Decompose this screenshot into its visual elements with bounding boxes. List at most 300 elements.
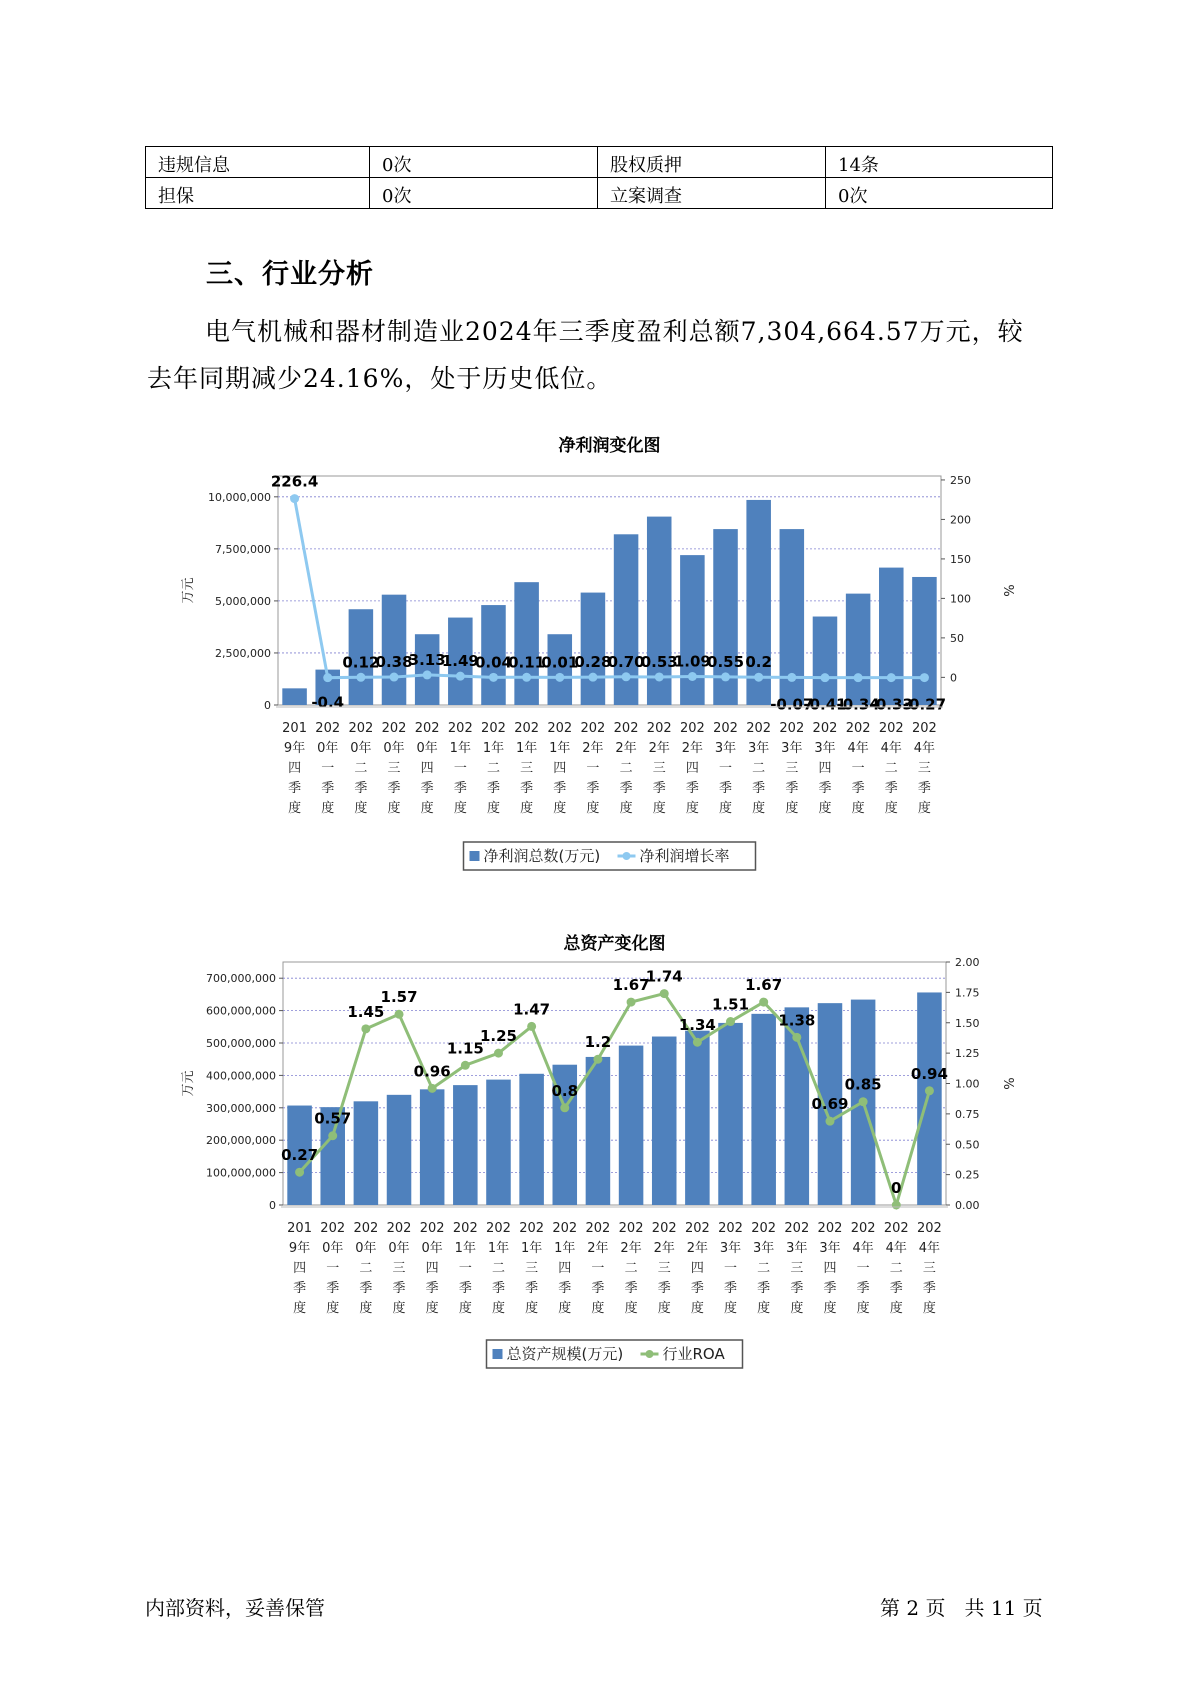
- series-point: [721, 672, 730, 681]
- x-tick-label: 1年: [449, 741, 471, 756]
- bar: [879, 568, 904, 705]
- x-tick-label: 季: [922, 1281, 936, 1296]
- data-label: 1.67: [745, 976, 783, 995]
- x-tick-label: 一: [724, 1261, 738, 1276]
- data-label: -0.27: [902, 695, 947, 714]
- data-label: 1.47: [513, 1000, 551, 1019]
- x-tick-label: 202: [552, 1221, 578, 1236]
- x-tick-label: 二: [752, 761, 766, 776]
- data-label: 0.94: [910, 1064, 948, 1083]
- x-tick-label: 0年: [416, 741, 438, 756]
- x-tick-label: 季: [453, 781, 467, 796]
- x-tick-label: 202: [878, 721, 904, 736]
- table-cell: 14条: [826, 147, 1053, 178]
- x-tick-label: 2年: [648, 741, 670, 756]
- y2-axis-title: %: [1000, 1077, 1015, 1090]
- bar: [519, 1074, 544, 1205]
- y2-tick-label: 50: [950, 631, 964, 645]
- x-tick-label: 202: [817, 1221, 843, 1236]
- x-tick-label: 季: [690, 1281, 704, 1296]
- data-label: 1.34: [678, 1016, 716, 1035]
- data-label: 1.49: [441, 652, 479, 671]
- x-tick-label: 0年: [383, 741, 405, 756]
- x-tick-label: 一: [458, 1261, 472, 1276]
- x-tick-label: 度: [685, 801, 699, 816]
- bar: [415, 634, 440, 705]
- x-tick-label: 4年: [880, 741, 902, 756]
- x-tick-label: 度: [453, 801, 467, 816]
- data-label: 1.38: [778, 1011, 816, 1030]
- x-tick-label: 度: [922, 1301, 936, 1316]
- y-tick-label: 2,500,000: [215, 646, 271, 660]
- series-point: [593, 1055, 602, 1064]
- data-label: 1.74: [645, 967, 683, 986]
- x-tick-label: 四: [420, 761, 434, 776]
- y-tick-label: 200,000,000: [206, 1134, 276, 1148]
- table-cell: 0次: [370, 147, 598, 178]
- y2-tick-label: 0.50: [955, 1138, 980, 1152]
- y-tick-label: 5,000,000: [215, 594, 271, 608]
- x-tick-label: 二: [884, 761, 898, 776]
- x-tick-label: 202: [718, 1221, 743, 1236]
- x-tick-label: 季: [823, 1281, 837, 1296]
- series-point: [588, 673, 597, 682]
- data-label: 0.96: [413, 1062, 451, 1081]
- bar: [420, 1089, 445, 1205]
- y2-tick-label: 1.00: [955, 1077, 980, 1091]
- x-tick-label: 度: [520, 801, 534, 816]
- x-tick-label: 202: [381, 721, 407, 736]
- x-tick-label: 202: [850, 1221, 876, 1236]
- x-tick-label: 三: [790, 1261, 804, 1276]
- series-point: [328, 1131, 337, 1140]
- x-tick-label: 四: [558, 1261, 572, 1276]
- data-label: 0: [891, 1179, 902, 1197]
- x-tick-label: 202: [751, 1221, 777, 1236]
- y-axis-title: 万元: [181, 1070, 196, 1097]
- x-tick-label: 二: [359, 1261, 373, 1276]
- y-tick-label: 7,500,000: [215, 542, 271, 556]
- series-point: [428, 1084, 437, 1093]
- x-tick-label: 二: [486, 761, 500, 776]
- x-tick-label: 二: [889, 1261, 903, 1276]
- bar: [912, 577, 937, 705]
- series-point: [792, 1033, 801, 1042]
- x-tick-label: 2年: [582, 741, 604, 756]
- x-tick-label: 202: [746, 721, 772, 736]
- x-tick-label: 四: [690, 1261, 704, 1276]
- bar: [486, 1080, 511, 1205]
- x-tick-label: 季: [624, 1281, 638, 1296]
- x-tick-label: 度: [425, 1301, 439, 1316]
- data-label: 226.4: [270, 472, 319, 491]
- x-tick-label: 度: [326, 1301, 340, 1316]
- data-label: 1.25: [479, 1027, 517, 1046]
- y2-tick-label: 0.75: [955, 1107, 980, 1121]
- data-label: -0.41: [803, 695, 847, 714]
- series-point: [825, 1117, 834, 1126]
- data-label: 0.12: [342, 653, 380, 672]
- x-tick-label: 四: [685, 761, 699, 776]
- x-tick-label: 四: [425, 1261, 439, 1276]
- x-tick-label: 202: [845, 721, 871, 736]
- bar: [718, 1023, 743, 1205]
- y2-tick-label: 150: [950, 552, 971, 566]
- x-tick-label: 202: [315, 721, 341, 736]
- data-label: 1.51: [712, 995, 750, 1014]
- x-tick-label: 202: [452, 1221, 478, 1236]
- x-tick-label: 度: [553, 801, 567, 816]
- x-tick-label: 度: [288, 801, 302, 816]
- data-label: 0.53: [640, 652, 678, 671]
- data-label: 1.57: [380, 988, 418, 1007]
- series-point: [660, 989, 669, 998]
- x-tick-label: 3年: [719, 1241, 742, 1256]
- y2-tick-label: 1.25: [955, 1047, 980, 1061]
- y2-tick-label: 1.50: [955, 1016, 980, 1030]
- x-tick-label: 202: [486, 1221, 511, 1236]
- series-point: [522, 673, 531, 682]
- y2-axis-title: %: [1000, 584, 1015, 597]
- series-point: [390, 673, 399, 682]
- x-tick-label: 3年: [781, 741, 803, 756]
- x-tick-label: 度: [757, 1301, 771, 1316]
- series-point: [627, 998, 636, 1007]
- x-tick-label: 202: [519, 1221, 545, 1236]
- x-tick-label: 度: [823, 1301, 837, 1316]
- legend-label: 行业ROA: [662, 1345, 725, 1363]
- x-tick-label: 3年: [819, 1241, 841, 1256]
- total-assets-chart: [0, 925, 1191, 1385]
- x-tick-label: 三: [657, 1261, 671, 1276]
- x-tick-label: 4年: [885, 1241, 907, 1256]
- data-label: 0.11: [508, 653, 546, 672]
- bar: [846, 594, 871, 705]
- x-tick-label: 202: [320, 1221, 346, 1236]
- x-tick-label: 季: [387, 781, 401, 796]
- x-tick-label: 三: [525, 1261, 539, 1276]
- series-point: [726, 1017, 735, 1026]
- bar: [586, 1057, 611, 1205]
- x-tick-label: 度: [719, 801, 733, 816]
- x-tick-label: 季: [884, 781, 898, 796]
- x-tick-label: 202: [812, 721, 838, 736]
- series-point: [323, 673, 332, 682]
- table-cell: 0次: [370, 178, 598, 209]
- x-tick-label: 三: [922, 1261, 936, 1276]
- x-tick-label: 二: [491, 1261, 505, 1276]
- x-tick-label: 度: [790, 1301, 804, 1316]
- x-tick-label: 2年: [653, 1241, 675, 1256]
- x-tick-label: 季: [724, 1281, 738, 1296]
- x-tick-label: 201: [282, 721, 307, 736]
- series-point: [622, 672, 631, 681]
- x-tick-label: 季: [889, 1281, 903, 1296]
- bar: [813, 617, 838, 705]
- x-tick-label: 度: [652, 801, 666, 816]
- legend-swatch-point: [623, 852, 631, 860]
- y-tick-label: 500,000,000: [206, 1037, 276, 1050]
- x-tick-label: 9年: [288, 1241, 311, 1256]
- x-tick-label: 度: [917, 801, 931, 816]
- x-tick-label: 季: [719, 781, 733, 796]
- series-point: [290, 494, 299, 503]
- bar: [751, 1014, 776, 1205]
- x-tick-label: 3年: [814, 741, 836, 756]
- bar: [680, 555, 705, 705]
- x-tick-label: 0年: [322, 1241, 344, 1256]
- table-cell: 股权质押: [598, 147, 826, 178]
- x-tick-label: 季: [553, 781, 567, 796]
- legend-swatch-bar: [493, 1349, 503, 1359]
- x-tick-label: 季: [757, 1281, 771, 1296]
- table-cell: 担保: [146, 178, 370, 209]
- series-point: [854, 673, 863, 682]
- x-tick-label: 季: [359, 1281, 373, 1296]
- x-tick-label: 季: [856, 1281, 870, 1296]
- bar: [514, 582, 539, 705]
- x-tick-label: 度: [856, 1301, 870, 1316]
- x-tick-label: 度: [818, 801, 832, 816]
- x-tick-label: 季: [293, 1281, 307, 1296]
- bar: [917, 992, 942, 1205]
- y2-tick-label: 2.00: [955, 956, 980, 969]
- data-label: 0.70: [607, 652, 645, 671]
- net-profit-chart-svg: [0, 425, 1191, 885]
- x-tick-label: 2年: [615, 741, 637, 756]
- data-label: 0.55: [707, 652, 745, 671]
- x-tick-label: 1年: [549, 741, 571, 756]
- series-point: [361, 1024, 370, 1033]
- x-tick-label: 1年: [454, 1241, 476, 1256]
- y-tick-label: 0: [269, 1199, 276, 1212]
- x-tick-label: 2年: [681, 741, 704, 756]
- x-tick-label: 202: [613, 721, 639, 736]
- series-point: [693, 1038, 702, 1047]
- x-tick-label: 三: [652, 761, 666, 776]
- x-tick-label: 度: [392, 1301, 406, 1316]
- x-tick-label: 202: [585, 1221, 611, 1236]
- x-tick-label: 一: [856, 1261, 870, 1276]
- x-tick-label: 度: [785, 801, 799, 816]
- x-tick-label: 202: [514, 721, 540, 736]
- x-tick-label: 季: [420, 781, 434, 796]
- y-tick-label: 100,000,000: [206, 1166, 276, 1180]
- x-tick-label: 季: [752, 781, 766, 796]
- data-label: 3.13: [408, 650, 446, 669]
- x-tick-label: 一: [453, 761, 467, 776]
- x-tick-label: 三: [785, 761, 799, 776]
- x-tick-label: 度: [293, 1301, 307, 1316]
- series-point: [655, 672, 664, 681]
- table-cell: 违规信息: [146, 147, 370, 178]
- series-point: [489, 673, 498, 682]
- legend-label: 净利润总数(万元): [483, 847, 601, 865]
- x-tick-label: 度: [354, 801, 368, 816]
- x-tick-label: 季: [685, 781, 699, 796]
- bar: [652, 1037, 677, 1205]
- x-tick-label: 季: [851, 781, 865, 796]
- info-table: [145, 146, 1053, 209]
- data-label: 0.2: [745, 653, 772, 672]
- series-point: [688, 672, 697, 681]
- series-point: [920, 673, 929, 682]
- y2-tick-label: 250: [950, 473, 971, 487]
- data-label: 0.04: [474, 653, 512, 672]
- x-tick-label: 202: [912, 721, 937, 736]
- series-point: [820, 673, 829, 682]
- bar: [354, 1101, 379, 1205]
- bar: [282, 688, 307, 705]
- x-tick-label: 202: [779, 721, 805, 736]
- x-tick-label: 季: [491, 1281, 505, 1296]
- x-tick-label: 202: [348, 721, 374, 736]
- x-tick-label: 202: [353, 1221, 379, 1236]
- data-label: 0.28: [574, 653, 612, 672]
- x-tick-label: 度: [851, 801, 865, 816]
- x-tick-label: 季: [458, 1281, 472, 1296]
- table-row: [146, 178, 1053, 209]
- x-tick-label: 季: [785, 781, 799, 796]
- y2-tick-label: 100: [950, 592, 971, 606]
- y-tick-label: 700,000,000: [206, 972, 276, 986]
- legend-swatch-bar: [470, 851, 480, 861]
- x-tick-label: 4年: [918, 1241, 941, 1256]
- x-tick-label: 二: [624, 1261, 638, 1276]
- x-tick-label: 202: [580, 721, 606, 736]
- series-point: [925, 1086, 934, 1095]
- x-tick-label: 3年: [714, 741, 737, 756]
- x-tick-label: 三: [387, 761, 401, 776]
- data-label: -0.34: [836, 695, 880, 714]
- series-point: [356, 673, 365, 682]
- x-tick-label: 季: [917, 781, 931, 796]
- x-tick-label: 202: [618, 1221, 644, 1236]
- x-tick-label: 202: [684, 1221, 710, 1236]
- legend-label: 总资产规模(万元): [506, 1345, 624, 1363]
- y-axis-title: 万元: [181, 577, 196, 604]
- data-label: 0.85: [844, 1075, 882, 1094]
- chart-title: 总资产变化图: [563, 934, 666, 954]
- x-tick-label: 202: [447, 721, 473, 736]
- data-label: 0.38: [375, 653, 413, 672]
- x-tick-label: 202: [646, 721, 672, 736]
- x-tick-label: 季: [486, 781, 500, 796]
- x-tick-label: 度: [624, 1301, 638, 1316]
- x-tick-label: 四: [823, 1261, 837, 1276]
- y-tick-label: 600,000,000: [206, 1004, 276, 1018]
- page-number: 第 2 页 共 11 页: [880, 1596, 1043, 1620]
- x-tick-label: 202: [414, 721, 440, 736]
- series-point: [859, 1097, 868, 1106]
- x-tick-label: 季: [558, 1281, 572, 1296]
- data-label: -0.33: [869, 695, 913, 714]
- x-tick-label: 季: [652, 781, 666, 796]
- x-tick-label: 202: [419, 1221, 445, 1236]
- x-tick-label: 二: [757, 1261, 771, 1276]
- x-tick-label: 202: [784, 1221, 810, 1236]
- x-tick-label: 一: [326, 1261, 340, 1276]
- table-cell: 立案调查: [598, 178, 826, 209]
- bar: [453, 1085, 478, 1205]
- x-tick-label: 一: [321, 761, 335, 776]
- series-point: [887, 673, 896, 682]
- data-label: 0.8: [551, 1081, 579, 1100]
- data-label: 0.69: [811, 1095, 849, 1114]
- x-tick-label: 1年: [520, 1241, 543, 1256]
- x-tick-label: 度: [558, 1301, 572, 1316]
- x-tick-label: 202: [679, 721, 705, 736]
- x-tick-label: 202: [547, 721, 573, 736]
- data-label: 1.45: [347, 1002, 385, 1021]
- analysis-paragraph: 电气机械和器材制造业2024年三季度盈利总额7,304,664.57万元，较去年同期减少24.16%，处于历史低位。: [147, 317, 1024, 393]
- series-point: [560, 1103, 569, 1112]
- bar: [382, 595, 407, 705]
- y-tick-label: 0: [264, 699, 271, 712]
- bar: [387, 1095, 412, 1205]
- x-tick-label: 202: [481, 721, 506, 736]
- series-point: [456, 672, 465, 681]
- table-cell: 0次: [826, 178, 1053, 209]
- series-point: [461, 1061, 470, 1070]
- x-tick-label: 4年: [913, 741, 936, 756]
- series-point: [892, 1201, 901, 1210]
- series-point: [295, 1168, 304, 1177]
- x-tick-label: 4年: [847, 741, 869, 756]
- x-tick-label: 一: [586, 761, 600, 776]
- x-tick-label: 一: [851, 761, 865, 776]
- x-tick-label: 3年: [786, 1241, 808, 1256]
- x-tick-label: 9年: [283, 741, 306, 756]
- x-tick-label: 202: [883, 1221, 909, 1236]
- x-tick-label: 0年: [317, 741, 339, 756]
- x-tick-label: 0年: [350, 741, 372, 756]
- x-tick-label: 季: [392, 1281, 406, 1296]
- x-tick-label: 2年: [587, 1241, 609, 1256]
- x-tick-label: 度: [491, 1301, 505, 1316]
- x-tick-label: 度: [387, 801, 401, 816]
- x-tick-label: 季: [520, 781, 534, 796]
- x-tick-label: 度: [359, 1301, 373, 1316]
- x-tick-label: 201: [287, 1221, 312, 1236]
- total-assets-chart-svg: [0, 925, 1191, 1385]
- x-tick-label: 度: [690, 1301, 704, 1316]
- x-tick-label: 季: [321, 781, 335, 796]
- x-tick-label: 二: [354, 761, 368, 776]
- series-point: [754, 673, 763, 682]
- x-tick-label: 四: [288, 761, 302, 776]
- y2-tick-label: 0: [950, 671, 957, 685]
- x-tick-label: 二: [619, 761, 633, 776]
- series-point: [787, 673, 796, 682]
- series-point: [395, 1010, 404, 1019]
- series-point: [423, 670, 432, 679]
- bar: [581, 593, 606, 705]
- legend-label: 净利润增长率: [639, 847, 730, 865]
- x-tick-label: 2年: [620, 1241, 642, 1256]
- y2-tick-label: 200: [950, 513, 971, 527]
- data-label: 0.01: [541, 653, 579, 672]
- y2-tick-label: 0.00: [955, 1199, 980, 1212]
- x-tick-label: 202: [917, 1221, 942, 1236]
- x-tick-label: 度: [420, 801, 434, 816]
- x-tick-label: 四: [553, 761, 567, 776]
- data-label: 1.2: [584, 1033, 612, 1052]
- table-row: [146, 147, 1053, 178]
- series-point: [527, 1022, 536, 1031]
- x-tick-label: 1年: [487, 1241, 510, 1256]
- x-tick-label: 度: [752, 801, 766, 816]
